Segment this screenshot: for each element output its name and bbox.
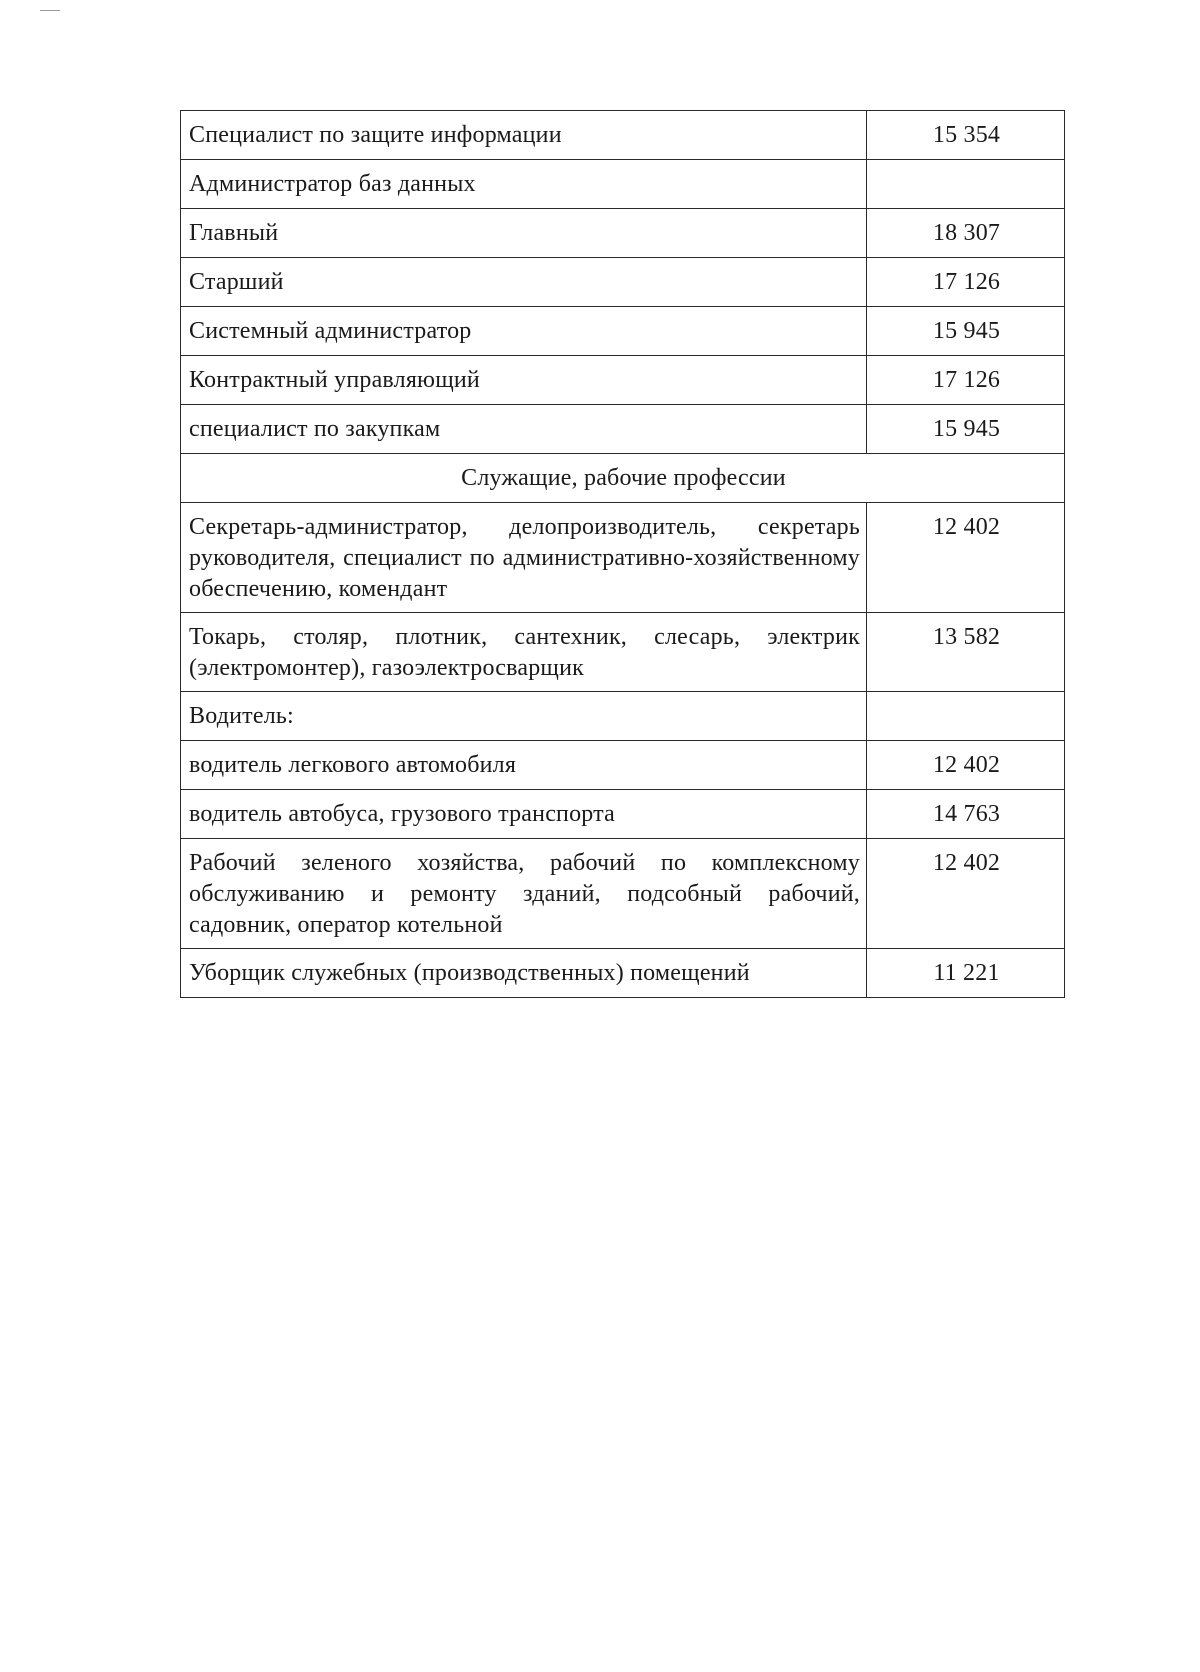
table-row (181, 790, 1065, 839)
table-row (181, 405, 1065, 454)
table-row (181, 258, 1065, 307)
salary-value: 15 945 (867, 307, 1065, 356)
table-row (181, 111, 1065, 160)
salary-value: 18 307 (867, 209, 1065, 258)
position-name: специалист по закупкам (181, 405, 867, 454)
table-row (181, 949, 1065, 998)
table-row (181, 209, 1065, 258)
salary-value: 17 126 (867, 258, 1065, 307)
position-name: Старший (181, 258, 867, 307)
salary-value: 12 402 (867, 839, 1065, 949)
salary-value: 12 402 (867, 503, 1065, 613)
position-name: Токарь, столяр, плотник, сантехник, слесарь, электрик (электромонтер), газоэлектросварщик (181, 613, 867, 692)
table-row (181, 503, 1065, 613)
salary-value: 12 402 (867, 741, 1065, 790)
section-row (181, 454, 1065, 503)
salary-value (867, 160, 1065, 209)
table-row (181, 160, 1065, 209)
salary-value: 17 126 (867, 356, 1065, 405)
salary-value: 11 221 (867, 949, 1065, 998)
position-name: Уборщик служебных (производственных) помещений (181, 949, 867, 998)
position-name: Главный (181, 209, 867, 258)
salary-value (867, 692, 1065, 741)
table-row (181, 307, 1065, 356)
position-name: Секретарь-администратор, делопроизводитель, секретарь руководителя, специалист по административно-хозяйственному обеспечению, комендант (181, 503, 867, 613)
table-row (181, 692, 1065, 741)
position-name: Водитель: (181, 692, 867, 741)
section-heading: Служащие, рабочие профессии (181, 454, 1065, 503)
position-name: Контрактный управляющий (181, 356, 867, 405)
position-name: Системный администратор (181, 307, 867, 356)
salary-value: 14 763 (867, 790, 1065, 839)
table-row (181, 741, 1065, 790)
salary-value: 15 354 (867, 111, 1065, 160)
table-row (181, 839, 1065, 949)
salary-value: 15 945 (867, 405, 1065, 454)
position-name: Специалист по защите информации (181, 111, 867, 160)
table-row (181, 613, 1065, 692)
position-name: водитель автобуса, грузового транспорта (181, 790, 867, 839)
position-name: водитель легкового автомобиля (181, 741, 867, 790)
scan-mark (40, 10, 60, 11)
position-name: Рабочий зеленого хозяйства, рабочий по комплексному обслуживанию и ремонту зданий, подсобный рабочий, садовник, оператор котельной (181, 839, 867, 949)
salary-value: 13 582 (867, 613, 1065, 692)
table-row (181, 356, 1065, 405)
position-name: Администратор баз данных (181, 160, 867, 209)
salary-table (180, 110, 1065, 998)
